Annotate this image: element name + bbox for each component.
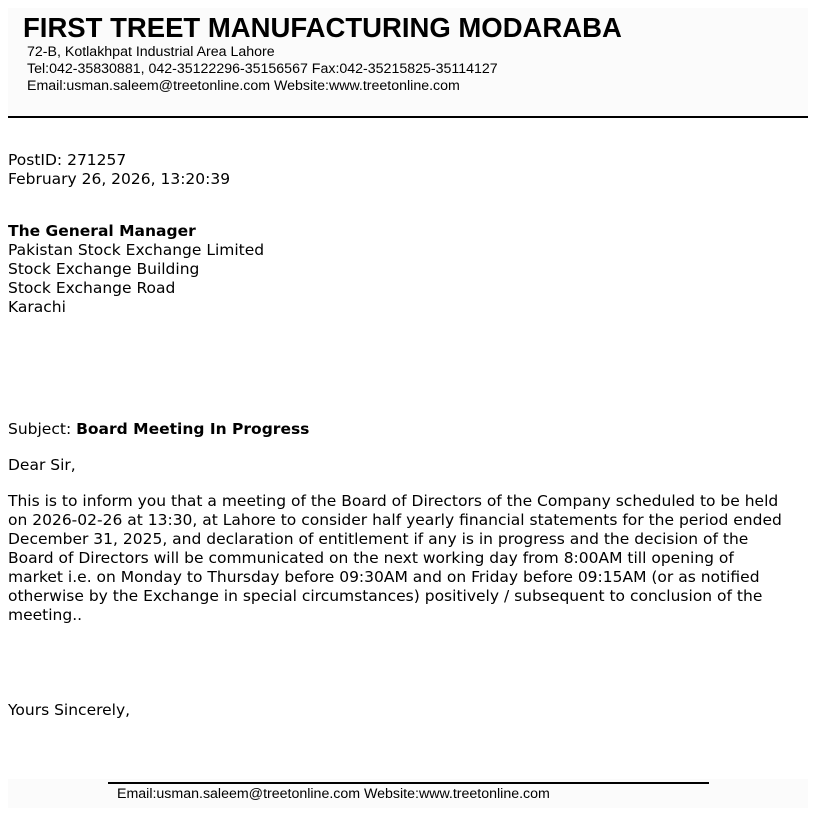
body-line: meeting..	[8, 606, 83, 624]
footer-email-website: Email:usman.saleem@treetonline.com Website:www.treetonline.com	[117, 786, 550, 802]
letterhead	[8, 8, 808, 118]
addressee-line: Pakistan Stock Exchange Limited	[8, 241, 265, 259]
addressee-line: Stock Exchange Building	[8, 260, 200, 278]
addressee-line: Stock Exchange Road	[8, 279, 176, 297]
company-email-website: Email:usman.saleem@treetonline.com Website:www.treetonline.com	[27, 78, 460, 94]
body-line: December 31, 2025, and declaration of entitlement if any is in progress and the decision of the	[8, 530, 749, 548]
body-line: otherwise by the Exchange in special circumstances) positively / subsequent to conclusion of the	[8, 587, 763, 605]
addressee-line: Karachi	[8, 298, 66, 316]
post-datetime: February 26, 2026, 13:20:39	[8, 170, 231, 188]
company-name: FIRST TREET MANUFACTURING MODARABA	[23, 12, 622, 43]
subject-label: Subject:	[8, 420, 77, 438]
post-id: PostID: 271257	[8, 151, 127, 169]
body-line: on 2026-02-26 at 13:30, at Lahore to consider half yearly financial statements for the period ended	[8, 511, 782, 529]
closing: Yours Sincerely,	[8, 701, 131, 719]
post-meta	[8, 151, 230, 189]
subject-line	[8, 420, 309, 439]
addressee-block	[8, 222, 264, 317]
letter-footer	[8, 779, 808, 808]
subject-text: Board Meeting In Progress	[76, 420, 310, 438]
body-line: market i.e. on Monday to Thursday before 09:30AM and on Friday before 09:15AM (or as notified	[8, 568, 760, 586]
footer-divider	[108, 782, 709, 784]
salutation: Dear Sir,	[8, 456, 76, 474]
addressee-title: The General Manager	[8, 222, 196, 240]
body-line: Board of Directors will be communicated on the next working day from 8:00AM till opening of	[8, 549, 734, 567]
letter-body	[8, 492, 782, 625]
company-address: 72-B, Kotlakhpat Industrial Area Lahore	[27, 44, 275, 60]
body-line: This is to inform you that a meeting of the Board of Directors of the Company scheduled to be held	[8, 492, 779, 510]
company-phone-fax: Tel:042-35830881, 042-35122296-35156567 Fax:042-35215825-35114127	[27, 61, 498, 77]
